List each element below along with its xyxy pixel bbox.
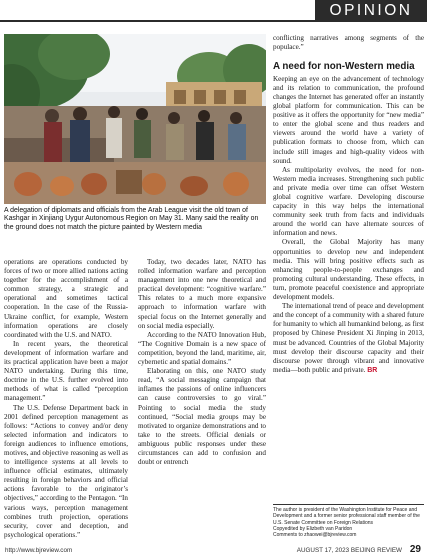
footer-issue-date: AUGUST 17, 2023 BEIJING REVIEW xyxy=(296,547,402,554)
copyeditor-line: Copyedited by Elizbeth van Paridon xyxy=(273,525,353,532)
paragraph xyxy=(273,302,424,375)
article-column-1 xyxy=(4,258,128,540)
paragraph: Today, two decades later, NATO has rolled information warfare and perception management into one new theoretical and practical development: “cognitive warfare.” This relates to a much more expansive approach to information warfare with special focus on the Internet generally and on social media especially. xyxy=(138,258,266,330)
bio-line: The author is president of the Washington Institute for Peace and xyxy=(273,507,418,513)
bio-line: U.S. Senate Committee on Foreign Relations xyxy=(273,519,374,526)
author-bio xyxy=(273,504,424,538)
section-heading: A need for non-Western media xyxy=(273,61,415,73)
paragraph: operations are operations conducted by forces of two or more allied nations acting together for the accomplishment of a common strategy, a strategic and operational and sometimes tactical cooperation. In the case of the Russia-Ukraine conflict, for example, Western information operations are closely coordinated with the U.S. and NATO. xyxy=(4,258,128,339)
paragraph-text: The international trend of peace and development and the concept of a community with a shared future for humanity to which all humankind belong, as first proposed by Chinese President Xi Jinping in 2013, must be advanced. Countries of the Global Majority must develop their discourse capacity and their discourse power through vibrant and innovative media—both public and private. xyxy=(273,302,424,374)
page-header xyxy=(0,0,427,22)
paragraph: According to the NATO Innovation Hub, “The Cognitive Domain is a new space of competition, beyond the land, maritime, air, cybernetic and spatial domains.” xyxy=(138,330,266,367)
comments-line: Comments to zhaowei@bjreview.com xyxy=(273,532,357,539)
paragraph: As multipolarity evolves, the need for non-Western media increases. Strengthening such public and private media over time can offset Western global cognitive warfare. Developing discourse capacity in this way helps the international community seek truth from facts and individuals around the world can have alternate sources of information and news. xyxy=(273,165,424,238)
page-number: 29 xyxy=(409,544,421,555)
paragraph: Overall, the Global Majority has many opportunities to develop new and independent media. This will bring positive effects such as enhancing people-to-people exchanges and promoting cultural understanding. These effects, in turn, promote peaceful coexistence and appropriate development models. xyxy=(273,238,424,302)
bio-line: Development and a former senior professional staff member of the xyxy=(273,513,420,520)
page-footer xyxy=(0,545,427,557)
paragraph: In recent years, the theoretical development of information warfare and its practical application have been a major NATO undertaking. During this time, doctrine in the U.S. further evolved into methods of what is called “perception management.” xyxy=(4,339,128,403)
paragraph: conflicting narratives among segments of the populace.” xyxy=(273,34,424,52)
article-column-3 xyxy=(273,34,424,375)
photo-caption: A delegation of diplomats and officials from the Arab League visit the old town of Kashgar in Xinjiang Uygur Autonomous Region on May 31. Many said the reality on the ground does not match the picture painted by Western media xyxy=(4,207,259,231)
paragraph: Keeping an eye on the advancement of technology and its relation to communication, the profound changes the Internet has generated offer an instantly global platform for communication. This can be positive as it offers the opportunity for “new media” to enter the global scene and thus readers and viewers around the world have a variety of publication formats to choose from, which can include still images and high-quality videos with sound. xyxy=(273,74,424,165)
paragraph: Elaborating on this, one NATO study read, “A social messaging campaign that inflames the passions of online influencers can cause controversies to go viral.” Pointing to social media the study continued, “Social media groups may be motivated to organize demonstrations and to take to the streets. Official denials or ambiguous public responses under these circumstances can add to confusion and doubt or entrench xyxy=(138,367,266,467)
footer-url[interactable]: http://www.bjreview.com xyxy=(5,547,73,554)
paragraph: The U.S. Defense Department back in 2001 defined perception management as follows: “Actions to convey and/or deny selected information and indicators to foreign audiences to influence emotions, motives, and objective reasoning as well as to intelligence systems at all levels to influence official estimates, ultimately resulting in foreign behaviors and official actions favorable to the originator’s objectives,” according to the Pentagon. “In various ways, perception management combines truth projection, operations security, cover and deception, and psychological operations.” xyxy=(4,403,128,539)
article-photo xyxy=(4,34,266,204)
article-column-2 xyxy=(138,258,266,467)
section-title: OPINION xyxy=(329,2,413,19)
end-mark: BR xyxy=(367,366,378,374)
